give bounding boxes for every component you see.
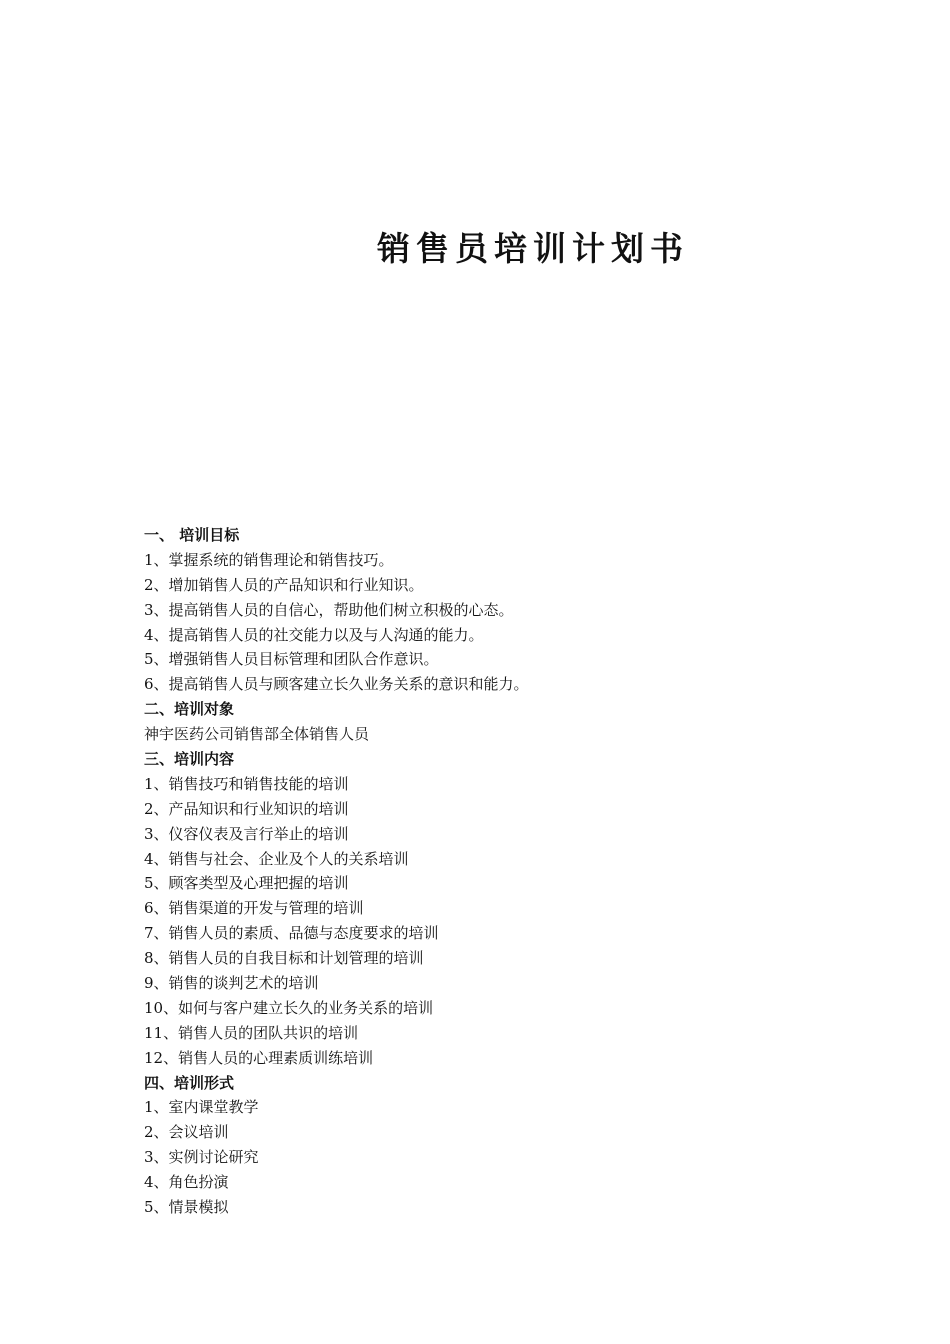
- objective-item: 3、提高销售人员的自信心，帮助他们树立积极的心态。: [144, 600, 514, 619]
- audience-text: 神宇医药公司销售部全体销售人员: [144, 725, 370, 744]
- document-body: [144, 523, 844, 1220]
- content-item: 3、仪容仪表及言行举止的培训: [144, 824, 349, 843]
- content-item: 10、如何与客户建立长久的业务关系的培训: [144, 998, 434, 1017]
- section-heading-format: 四、培训形式: [144, 1073, 235, 1092]
- objective-item: 5、增强销售人员目标管理和团队合作意识。: [144, 650, 439, 669]
- section-heading-objectives: 一、 培训目标: [144, 526, 240, 544]
- section-heading-content: 三、培训内容: [144, 750, 235, 769]
- content-item: 11、销售人员的团队共识的培训: [144, 1023, 359, 1042]
- format-item: 2、会议培训: [144, 1123, 229, 1142]
- objective-item: 6、提高销售人员与顾客建立长久业务关系的意识和能力。: [144, 675, 529, 694]
- content-item: 4、销售与社会、企业及个人的关系培训: [144, 849, 409, 868]
- content-item: 1、销售技巧和销售技能的培训: [144, 774, 349, 793]
- objective-item: 2、增加销售人员的产品知识和行业知识。: [144, 575, 424, 594]
- format-item: 4、角色扮演: [144, 1173, 229, 1192]
- content-item: 9、销售的谈判艺术的培训: [144, 974, 319, 993]
- content-item: 5、顾客类型及心理把握的培训: [144, 874, 349, 893]
- objective-item: 1、掌握系统的销售理论和销售技巧。: [144, 550, 394, 569]
- format-item: 5、情景模拟: [144, 1198, 229, 1217]
- content-item: 2、产品知识和行业知识的培训: [144, 799, 349, 818]
- document-title: 销售员培训计划书: [377, 229, 689, 268]
- content-item: 7、销售人员的素质、品德与态度要求的培训: [144, 924, 439, 943]
- content-item: 8、销售人员的自我目标和计划管理的培训: [144, 949, 424, 968]
- objective-item: 4、提高销售人员的社交能力以及与人沟通的能力。: [144, 625, 484, 644]
- content-item: 6、销售渠道的开发与管理的培训: [144, 899, 364, 918]
- section-heading-audience: 二、培训对象: [144, 700, 235, 719]
- format-item: 1、室内课堂教学: [144, 1098, 259, 1117]
- format-item: 3、实例讨论研究: [144, 1148, 259, 1167]
- content-item: 12、销售人员的心理素质训练培训: [144, 1048, 374, 1067]
